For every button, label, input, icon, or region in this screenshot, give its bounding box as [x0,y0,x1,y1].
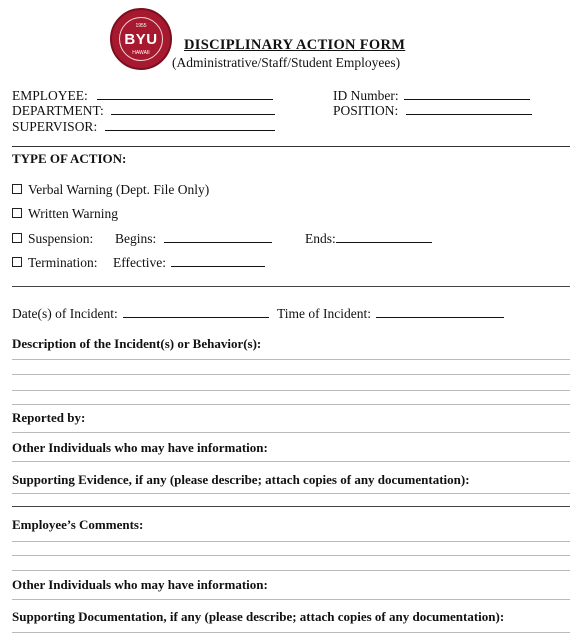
divider [12,146,570,147]
divider [12,286,570,287]
verbal-warning-label: Verbal Warning (Dept. File Only) [28,182,210,197]
seal-subtext: HAWAII [132,50,150,56]
seal-year: 1955 [135,23,147,29]
verbal-warning-option[interactable] [12,182,209,198]
supervisor-blank[interactable] [105,119,275,131]
answer-line[interactable] [12,555,570,556]
seal-text: BYU [124,31,158,48]
suspension-ends-field[interactable] [305,231,432,247]
supervisor-field[interactable] [12,119,275,135]
form-title: DISCIPLINARY ACTION FORM [184,37,406,53]
written-warning-label: Written Warning [28,206,118,221]
checkbox-icon[interactable] [12,233,22,243]
answer-line[interactable] [12,461,570,462]
incident-time-field[interactable] [277,306,504,322]
answer-line[interactable] [12,570,570,571]
termination-option[interactable] [12,255,98,271]
description-heading: Description of the Incident(s) or Behavior(s): [12,336,262,351]
effective-blank[interactable] [171,255,265,267]
supporting-evidence-heading: Supporting Evidence, if any (please describe; attach copies of any documentation): [12,472,470,487]
answer-line[interactable] [12,599,570,600]
reported-by-heading: Reported by: [12,410,86,425]
incident-dates-field[interactable] [12,306,269,322]
checkbox-icon[interactable] [12,257,22,267]
answer-line[interactable] [12,404,570,405]
supervisor-label: SUPERVISOR: [12,119,98,134]
byu-seal-logo [110,8,172,70]
incident-dates-blank[interactable] [123,306,269,318]
written-warning-option[interactable] [12,206,118,222]
termination-label: Termination: [28,255,98,270]
begins-label: Begins: [115,231,157,246]
answer-line[interactable] [12,359,570,360]
department-label: DEPARTMENT: [12,103,104,118]
form-subtitle: (Administrative/Staff/Student Employees) [172,55,401,70]
incident-time-label: Time of Incident: [277,306,371,321]
answer-line[interactable] [12,390,570,391]
id-number-label: ID Number: [333,88,399,103]
position-label: POSITION: [333,103,399,118]
answer-line[interactable] [12,432,570,433]
employee-field[interactable] [12,88,273,104]
department-field[interactable] [12,103,275,119]
answer-line[interactable] [12,541,570,542]
suspension-label: Suspension: [28,231,94,246]
supporting-documentation-heading: Supporting Documentation, if any (please describe; attach copies of any documentation): [12,609,505,624]
employee-label: EMPLOYEE: [12,88,88,103]
incident-dates-label: Date(s) of Incident: [12,306,118,321]
other-individuals-heading: Other Individuals who may have information: [12,440,268,455]
checkbox-icon[interactable] [12,208,22,218]
employee-blank[interactable] [97,88,273,100]
employee-comments-heading: Employee’s Comments: [12,517,144,532]
suspension-option[interactable] [12,231,93,247]
answer-line[interactable] [12,632,570,633]
type-of-action-heading: TYPE OF ACTION: [12,151,127,166]
ends-blank[interactable] [336,231,432,243]
id-number-field[interactable] [333,88,530,104]
ends-label: Ends: [305,231,336,246]
suspension-begins-field[interactable] [115,231,272,247]
begins-blank[interactable] [164,231,272,243]
divider [12,506,570,507]
other-individuals-heading-2: Other Individuals who may have information: [12,577,268,592]
position-blank[interactable] [406,103,532,115]
effective-label: Effective: [113,255,166,270]
answer-line[interactable] [12,374,570,375]
position-field[interactable] [333,103,532,119]
checkbox-icon[interactable] [12,184,22,194]
id-number-blank[interactable] [404,88,530,100]
answer-line[interactable] [12,493,570,494]
termination-effective-field[interactable] [113,255,265,271]
department-blank[interactable] [111,103,275,115]
incident-time-blank[interactable] [376,306,504,318]
